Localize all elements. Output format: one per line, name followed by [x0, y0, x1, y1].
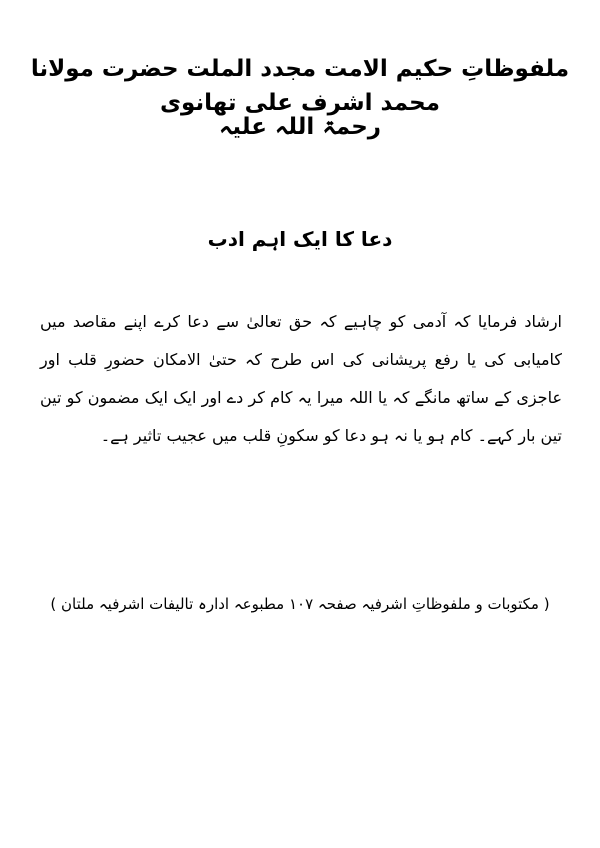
page-title-honorific: رحمۃ اللہ علیہ — [218, 114, 382, 140]
source-reference: ( مکتوبات و ملفوظاتِ اشرفیہ صفحہ ۱۰۷ مطبوعہ ادارہ تالیفات اشرفیہ ملتان ) — [50, 595, 550, 613]
section-heading: دعا کا ایک اہم ادب — [207, 227, 393, 251]
body-paragraph: ارشاد فرمایا کہ آدمی کو چاہیے کہ حق تعالیٰ سے دعا کرے اپنے مقاصد میں کامیابی کی یا رفع پریشانی کی اس طرح کہ حتیٰ الامکان حضورِ قلب اور عاجزی کے ساتھ مانگے کہ یا اللہ میرا یہ کام کر دے اور ایک ایک مضمون کو تین تین بار کہے۔ کام ہو یا نہ ہو دعا کو سکونِ قلب میں عجیب تاثیر ہے۔ — [40, 312, 562, 445]
page-title: ملفوظاتِ حکیم الامت مجدد الملت حضرت مولانا محمد اشرف علی تھانوی — [30, 56, 570, 116]
